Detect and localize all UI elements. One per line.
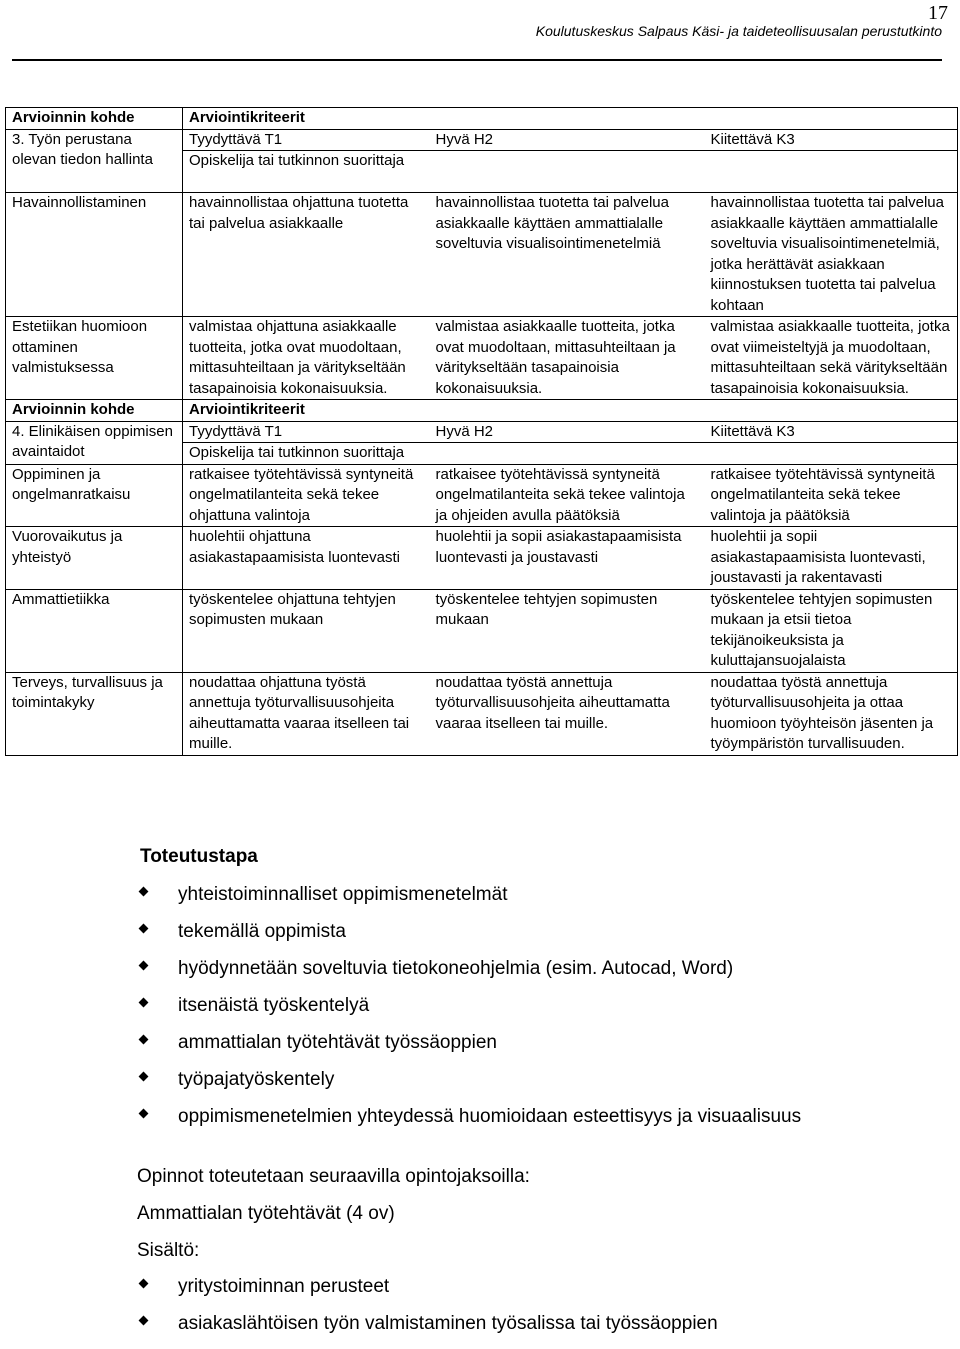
row-h2: huolehtii ja sopii asiakastapaamisista luontevasti ja joustavasti xyxy=(430,527,705,590)
row-k3: noudattaa työstä annettuja työturvallisuusohjeita ja ottaa huomioon työyhteisön jäsenten ja työympäristön turvallisuuden. xyxy=(705,672,958,755)
list-item-text: työpajatyöskentely xyxy=(178,1069,335,1090)
table-row xyxy=(6,317,958,400)
toteutustapa-list xyxy=(140,883,801,1142)
list-item xyxy=(140,1312,718,1349)
row-k3: huolehtii ja sopii asiakastapaamisista luontevasti, joustavasti ja rakentavasti xyxy=(705,527,958,590)
grade-row xyxy=(6,421,958,443)
list-item-text: hyödynnetään soveltuvia tietokoneohjelmia (esim. Autocad, Word) xyxy=(178,958,734,979)
sisalto-list xyxy=(140,1275,718,1349)
list-item xyxy=(140,994,801,1031)
bullet-diamond-icon xyxy=(139,1316,149,1326)
row-kohde: Havainnollistaminen xyxy=(6,193,183,317)
bullet-diamond-icon xyxy=(139,1279,149,1289)
page-number: 17 xyxy=(928,2,948,24)
performer-cell: Opiskelija tai tutkinnon suorittaja xyxy=(183,443,958,465)
list-item-text: asiakaslähtöisen työn valmistaminen työsalissa tai työssäoppien xyxy=(178,1313,718,1334)
table-row xyxy=(6,193,958,317)
header-rule xyxy=(12,59,942,61)
row-k3: työskentelee tehtyjen sopimusten mukaan ja etsii tietoa tekijänoikeuksista ja kuluttajansuojalaista xyxy=(705,589,958,672)
criteria-table xyxy=(5,107,958,756)
row-k3: valmistaa asiakkaalle tuotteita, jotka ovat viimeisteltyjä ja muodoltaan, mittasuhteiltaan sekä väritykseltään tasapainoisia kokonaisuuksia. xyxy=(705,317,958,400)
row-t1: ratkaisee työtehtävissä syntyneitä ongelmatilanteita sekä tekee ohjattuna valintoja xyxy=(183,464,430,527)
performer-cell: Opiskelija tai tutkinnon suorittaja xyxy=(183,151,958,193)
bullet-diamond-icon xyxy=(139,961,149,971)
list-item-text: yritystoiminnan perusteet xyxy=(178,1276,390,1297)
topic-cell: 3. Työn perustana olevan tiedon hallinta xyxy=(6,129,183,193)
opintojakso-title: Ammattialan työtehtävät (4 ov) xyxy=(137,1203,395,1224)
list-item xyxy=(140,957,801,994)
grade-k3: Kiitettävä K3 xyxy=(705,129,958,151)
row-kohde: Terveys, turvallisuus ja toimintakyky xyxy=(6,672,183,755)
grade-k3: Kiitettävä K3 xyxy=(705,421,958,443)
row-h2: ratkaisee työtehtävissä syntyneitä ongelmatilanteita sekä tekee valintoja ja ohjeiden avulla päätöksiä xyxy=(430,464,705,527)
bullet-diamond-icon xyxy=(139,1072,149,1082)
row-h2: havainnollistaa tuotetta tai palvelua asiakkaalle käyttäen ammattialalle soveltuvia visualisointimenetelmiä xyxy=(430,193,705,317)
row-h2: noudattaa työstä annettuja työturvallisuusohjeita aiheuttamatta vaaraa itselleen tai muille. xyxy=(430,672,705,755)
list-item xyxy=(140,1105,801,1142)
grade-h2: Hyvä H2 xyxy=(430,421,705,443)
page-header: Koulutuskeskus Salpaus Käsi- ja taideteollisuusalan perustutkinto xyxy=(535,23,942,39)
row-t1: valmistaa ohjattuna asiakkaalle tuotteita, jotka ovat muodoltaan, mittasuhteiltaan ja väritykseltään tasapainoisia kokonaisuuksia. xyxy=(183,317,430,400)
table-header-row xyxy=(6,108,958,130)
row-kohde: Vuorovaikutus ja yhteistyö xyxy=(6,527,183,590)
header-kohde: Arvioinnin kohde xyxy=(6,400,183,422)
list-item xyxy=(140,1068,801,1105)
list-item-text: yhteistoiminnalliset oppimismenetelmät xyxy=(178,884,508,905)
row-kohde: Estetiikan huomioon ottaminen valmistuksessa xyxy=(6,317,183,400)
list-item-text: oppimismenetelmien yhteydessä huomioidaan esteettisyys ja visuaalisuus xyxy=(178,1106,802,1127)
topic-cell: 4. Elinikäisen oppimisen avaintaidot xyxy=(6,421,183,464)
bullet-diamond-icon xyxy=(139,1109,149,1119)
list-item-text: itsenäistä työskentelyä xyxy=(178,995,370,1016)
bullet-diamond-icon xyxy=(139,1035,149,1045)
row-t1: havainnollistaa ohjattuna tuotetta tai palvelua asiakkaalle xyxy=(183,193,430,317)
row-k3: havainnollistaa tuotetta tai palvelua asiakkaalle käyttäen ammattialalle soveltuvia visualisointimenetelmiä, jotka herättävät asiakkaan kiinnostuksen tuotetta tai palvelua kohtaan xyxy=(705,193,958,317)
row-t1: huolehtii ohjattuna asiakastapaamisista luontevasti xyxy=(183,527,430,590)
list-item xyxy=(140,920,801,957)
row-h2: valmistaa asiakkaalle tuotteita, jotka ovat muodoltaan, mittasuhteiltaan ja väritykseltään tasapainoisia kokonaisuuksia. xyxy=(430,317,705,400)
header-kriteerit: Arviointikriteerit xyxy=(183,400,958,422)
row-h2: työskentelee tehtyjen sopimusten mukaan xyxy=(430,589,705,672)
table-row xyxy=(6,464,958,527)
list-item xyxy=(140,1275,718,1312)
sisalto-label: Sisältö: xyxy=(137,1240,200,1261)
table-header-row xyxy=(6,400,958,422)
table-row xyxy=(6,589,958,672)
bullet-diamond-icon xyxy=(139,924,149,934)
header-kohde: Arvioinnin kohde xyxy=(6,108,183,130)
table-row xyxy=(6,672,958,755)
row-k3: ratkaisee työtehtävissä syntyneitä ongelmatilanteita sekä tekee valintoja ja päätöksiä xyxy=(705,464,958,527)
list-item-text: ammattialan työtehtävät työssäoppien xyxy=(178,1032,497,1053)
opinnot-intro: Opinnot toteutetaan seuraavilla opintojaksoilla: xyxy=(137,1166,530,1187)
bullet-diamond-icon xyxy=(139,998,149,1008)
row-t1: noudattaa ohjattuna työstä annettuja työturvallisuusohjeita aiheuttamatta vaaraa itselleen tai muille. xyxy=(183,672,430,755)
grade-row xyxy=(6,129,958,151)
list-item xyxy=(140,883,801,920)
grade-h2: Hyvä H2 xyxy=(430,129,705,151)
row-kohde: Ammattietiikka xyxy=(6,589,183,672)
grade-t1: Tyydyttävä T1 xyxy=(183,421,430,443)
list-item xyxy=(140,1031,801,1068)
table-row xyxy=(6,527,958,590)
row-kohde: Oppiminen ja ongelmanratkaisu xyxy=(6,464,183,527)
row-t1: työskentelee ohjattuna tehtyjen sopimusten mukaan xyxy=(183,589,430,672)
header-kriteerit: Arviointikriteerit xyxy=(183,108,958,130)
list-item-text: tekemällä oppimista xyxy=(178,921,346,942)
toteutustapa-title: Toteutustapa xyxy=(140,846,258,867)
grade-t1: Tyydyttävä T1 xyxy=(183,129,430,151)
bullet-diamond-icon xyxy=(139,887,149,897)
